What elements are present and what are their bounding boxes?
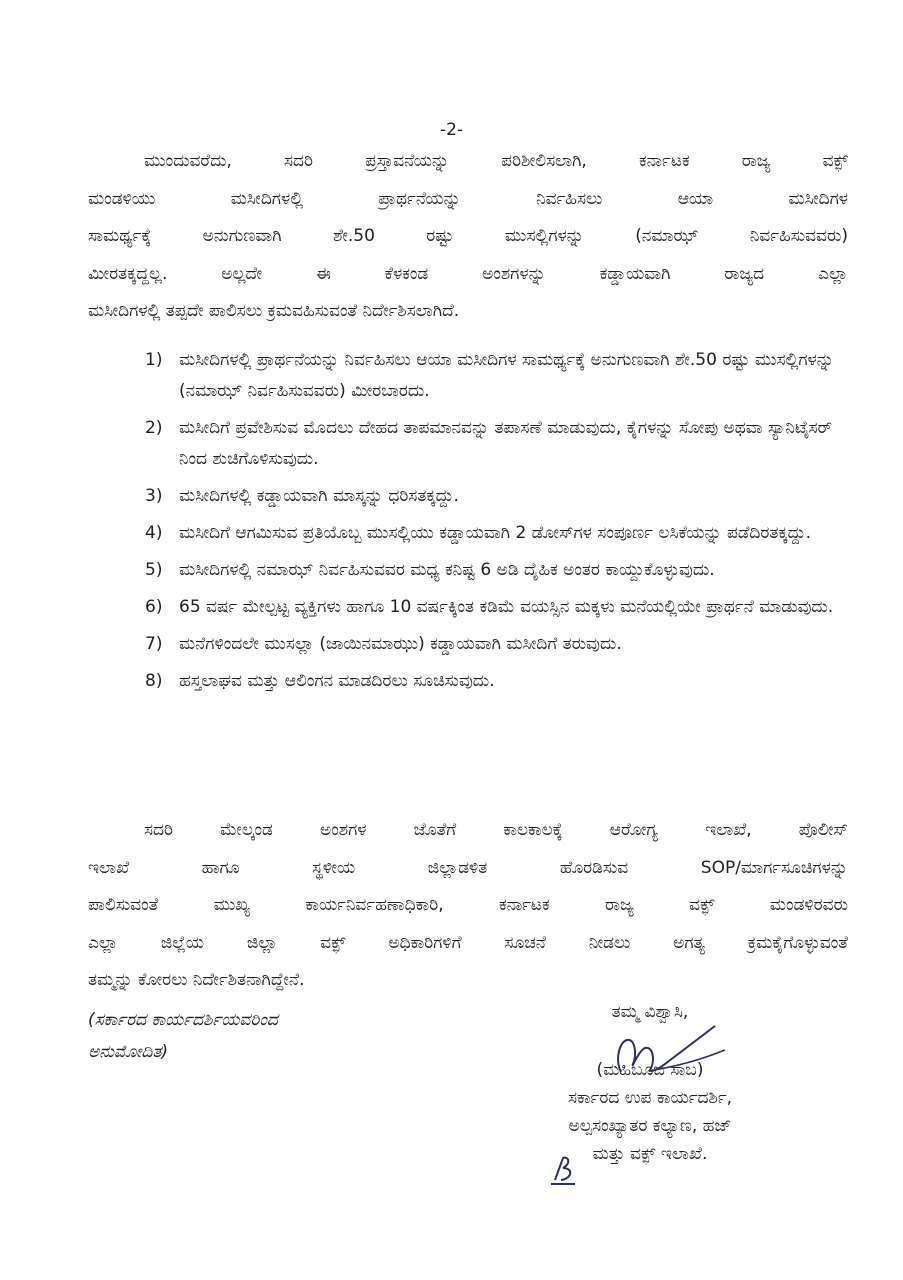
list-text: ಮಸೀದಿಗಳಲ್ಲಿ ಕಡ್ಡಾಯವಾಗಿ ಮಾಸ್ಕನ್ನು ಧರಿಸತಕ್ಕದ್ದು.: [179, 486, 459, 506]
list-item: [145, 666, 850, 697]
closing-paragraph: [88, 812, 848, 1000]
list-item: [145, 481, 850, 512]
initial-mark-icon: [545, 1150, 585, 1190]
paragraph-line: ಸಾಮರ್ಥ್ಯಕ್ಕೆ ಅನುಗುಣವಾಗಿ ಶೇ.50 ರಷ್ಟು ಮುಸಲ್ಲಿಗಳನ್ನು (ನಮಾಝ್ ನಿರ್ವಹಿಸುವವರು): [88, 226, 848, 246]
signatory-designation: ಸರ್ಕಾರದ ಉಪ ಕಾರ್ಯದರ್ಶಿ,: [567, 1088, 733, 1108]
paragraph-line: ಸದರಿ ಮೇಲ್ಕಂಡ ಅಂಶಗಳ ಜೊತೆಗೆ ಕಾಲಕಾಲಕ್ಕೆ ಆರೋಗ್ಯ ಇಲಾಖೆ, ಪೊಲೀಸ್: [144, 820, 848, 840]
list-number: 6): [145, 597, 163, 617]
list-number: 8): [145, 671, 163, 691]
paragraph-line: ಇಲಾಖೆ ಹಾಗೂ ಸ್ಥಳೀಯ ಜಿಲ್ಲಾಡಳಿತ ಹೊರಡಿಸುವ SOP/ಮಾರ್ಗಸೂಚಿಗಳನ್ನು: [88, 857, 848, 878]
list-number: 7): [145, 634, 163, 654]
paragraph-line: ತಮ್ಮನ್ನು ಕೋರಲು ನಿರ್ದೇಶಿತನಾಗಿದ್ದೇನೆ.: [88, 970, 305, 990]
list-number: 1): [145, 350, 163, 370]
list-text: ಮಸೀದಿಗಳಲ್ಲಿ ನಮಾಝ್ ನಿರ್ವಹಿಸುವವರ ಮಧ್ಯ ಕನಿಷ್ಟ 6 ಅಡಿ ದೈಹಿಕ ಅಂತರ ಕಾಯ್ದುಕೊಳ್ಳುವುದು.: [179, 560, 715, 580]
list-item: [145, 555, 850, 586]
page-number: -2-: [439, 120, 464, 140]
paragraph-line: ಎಲ್ಲಾ ಜಿಲ್ಲೆಯ ಜಿಲ್ಲಾ ವಕ್ಫ್ ಅಧಿಕಾರಿಗಳಿಗೆ ಸೂಚನೆ ನೀಡಲು ಅಗತ್ಯ ಕ್ರಮಕೈಗೊಳ್ಳುವಂತೆ: [88, 932, 848, 953]
approval-line: (ಸರ್ಕಾರದ ಕಾರ್ಯದರ್ಶಿಯವರಿಂದ: [88, 1010, 278, 1030]
paragraph-line: ಮುಂದುವರೆದು, ಸದರಿ ಪ್ರಸ್ತಾವನೆಯನ್ನು ಪರಿಶೀಲಿಸಲಾಗಿ, ಕರ್ನಾಟಕ ರಾಜ್ಯ ವಕ್ಫ್: [144, 151, 848, 171]
paragraph-line: ಮಸೀದಿಗಳಲ್ಲಿ ತಪ್ಪದೇ ಪಾಲಿಸಲು ಕ್ರಮವಹಿಸುವಂತೆ ನಿರ್ದೇಶಿಸಲಾಗಿದೆ.: [88, 301, 460, 321]
list-text: 65 ವರ್ಷ ಮೇಲ್ಪಟ್ಟ ವ್ಯಕ್ತಿಗಳು ಹಾಗೂ 10 ವರ್ಷಕ್ಕಿಂತ ಕಡಿಮೆ ವಯಸ್ಸಿನ ಮಕ್ಕಳು ಮನೆಯಲ್ಲಿಯೇ ಪ್ರಾರ್ಥನೆ ಮಾಡುವುದು.: [179, 597, 834, 617]
paragraph-line: ಮೀರತಕ್ಕದ್ದಲ್ಲ. ಅಲ್ಲದೇ ಈ ಕೆಳಕಂಡ ಅಂಶಗಳನ್ನು ಕಡ್ಡಾಯವಾಗಿ ರಾಜ್ಯದ ಎಲ್ಲಾ: [88, 263, 848, 284]
approval-line: ಅನುಮೋದಿತ): [88, 1042, 169, 1062]
paragraph-line: ಮಂಡಳಿಯು ಮಸೀದಿಗಳಲ್ಲಿ ಪ್ರಾರ್ಥನೆಯನ್ನು ನಿರ್ವಹಿಸಲು ಆಯಾ ಮಸೀದಿಗಳ: [88, 188, 848, 209]
list-item: [145, 629, 850, 660]
list-item: [145, 413, 850, 475]
approval-note: [88, 1004, 278, 1068]
paragraph-line: ಪಾಲಿಸುವಂತೆ ಮುಖ್ಯ ಕಾರ್ಯನಿರ್ವಹಣಾಧಿಕಾರಿ, ಕರ್ನಾಟಕ ರಾಜ್ಯ ವಕ್ಫ್ ಮಂಡಳಿರವರು: [88, 895, 848, 915]
handwritten-signature-icon: [585, 1020, 735, 1080]
list-text: ಹಸ್ತಲಾಘವ ಮತ್ತು ಆಲಿಂಗನ ಮಾಡದಿರಲು ಸೂಚಿಸುವುದು.: [179, 671, 495, 691]
list-text: ಮಸೀದಿಗೆ ಆಗಮಿಸುವ ಪ್ರತಿಯೊಬ್ಬ ಮುಸಲ್ಲಿಯು ಕಡ್ಡಾಯವಾಗಿ 2 ಡೋಸ್‌ಗಳ ಸಂಪೂರ್ಣ ಲಸಿಕೆಯನ್ನು ಪಡೆದಿರತಕ್ಕದ್ದು.: [179, 523, 812, 543]
signatory-department: ಮತ್ತು ವಕ್ಫ್ ಇಲಾಖೆ.: [592, 1144, 708, 1164]
guidelines-list: [145, 345, 850, 703]
signatory-department: ಅಲ್ಪಸಂಖ್ಯಾತರ ಕಲ್ಯಾಣ, ಹಜ್: [568, 1116, 732, 1136]
intro-paragraph: [88, 143, 848, 331]
list-text: ಮನೆಗಳಿಂದಲೇ ಮುಸಲ್ಲಾ (ಜಾಯಿನಮಾಝು) ಕಡ್ಡಾಯವಾಗಿ ಮಸೀದಿಗೆ ತರುವುದು.: [179, 634, 622, 654]
list-number: 5): [145, 560, 163, 580]
list-item: [145, 592, 850, 623]
list-number: 2): [145, 418, 163, 438]
list-number: 4): [145, 523, 163, 543]
list-item: [145, 518, 850, 549]
list-text: ಮಸೀದಿಗೆ ಪ್ರವೇಶಿಸುವ ಮೊದಲು ದೇಹದ ತಾಪಮಾನವನ್ನು ತಪಾಸಣೆ ಮಾಡುವುದು, ಕೈಗಳನ್ನು ಸೋಪು ಅಥವಾ ಸ್ಯಾನಿಟೈಸರ್ ನಿಂದ ಶುಚಿಗೊಳಿಸುವುದು.: [179, 418, 832, 469]
list-text: ಮಸೀದಿಗಳಲ್ಲಿ ಪ್ರಾರ್ಥನೆಯನ್ನು ನಿರ್ವಹಿಸಲು ಆಯಾ ಮಸೀದಿಗಳ ಸಾಮರ್ಥ್ಯಕ್ಕೆ ಅನುಗುಣವಾಗಿ ಶೇ.50 ರಷ್ಟು ಮುಸಲ್ಲಿಗಳನ್ನು (ನಮಾಝ್ ನಿರ್ವಹಿಸುವವರು) ಮೀರಬಾರದು.: [179, 350, 834, 401]
list-item: [145, 345, 850, 407]
signatory-name: (ಮಹಿಬೂಬ ಸಾಬ): [596, 1060, 704, 1080]
list-number: 3): [145, 486, 163, 506]
signature-closing: ತಮ್ಮ ವಿಶ್ವಾಸಿ,: [611, 1002, 689, 1022]
